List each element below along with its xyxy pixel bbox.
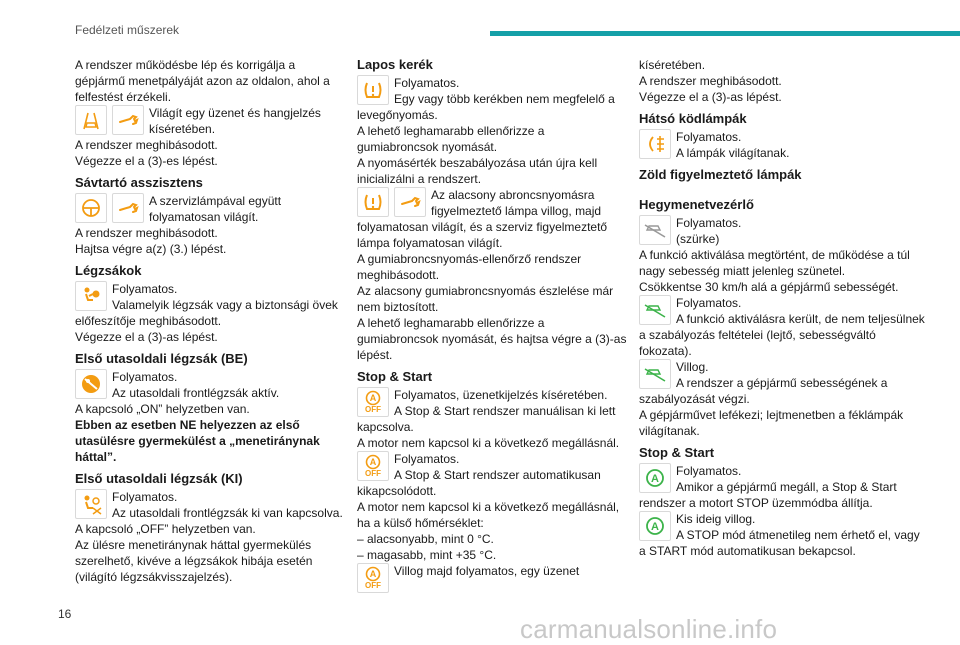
list-item: – magasabb, mint +35 °C. xyxy=(357,548,497,562)
paragraph: Az ülésre menetiránynak háttal gyermekülés szerelhető, kivéve a légzsákok hibája esetén (világító légzsákvisszajelzés). xyxy=(75,538,313,584)
column-3 xyxy=(639,57,929,559)
warning-row xyxy=(75,281,345,329)
paragraph: A rendszer meghibásodott. xyxy=(75,138,218,152)
warning-row xyxy=(357,187,627,251)
paragraph: Végezze el a (3)-as lépést. xyxy=(639,90,782,104)
list-item: – alacsonyabb, mint 0 °C. xyxy=(357,532,494,546)
auto-off-icon xyxy=(357,451,389,481)
warning-row xyxy=(357,387,627,435)
column-2 xyxy=(357,57,627,594)
paragraph: A motor nem kapcsol ki a következő megállásnál. xyxy=(357,436,620,450)
svg-text:A: A xyxy=(369,457,377,467)
row-text: Folyamatos. Valamelyik légzsák vagy a biztonsági övek előfeszítője meghibásodott. xyxy=(75,282,338,328)
paragraph: A funkció aktiválása megtörtént, de működése a túl nagy sebesség miatt jelenleg szünetel. xyxy=(639,248,910,278)
paragraph: A gumiabroncsnyomás-ellenőrző rendszer meghibásodott. xyxy=(357,252,582,282)
tyre-pressure-icon xyxy=(357,75,389,105)
paragraph: A rendszer működésbe lép és korrigálja a gépjármű menetpályáját azon az oldalon, ahol a felfestést érzékeli. xyxy=(75,58,330,104)
section-heading: Légzsákok xyxy=(75,263,142,278)
row-text: Villog majd folyamatos, egy üzenet xyxy=(394,564,580,578)
airbag-icon xyxy=(75,281,107,311)
watermark: carmanualsonline.info xyxy=(520,614,778,644)
row-text: Folyamatos. A lámpák világítanak. xyxy=(676,130,790,160)
row-text: Folyamatos. A funkció aktiválásra került, de nem teljesülnek a szabályozás feltételei (lejtő, sebességváltó fokozata). xyxy=(639,296,925,358)
section-heading: Zöld figyelmeztető lámpák xyxy=(639,167,802,182)
off-label: OFF xyxy=(365,405,381,414)
paragraph: A lehető leghamarabb ellenőrizze a gumiabroncsok nyomását, és hajtsa végre a (3)-as lépést. xyxy=(357,316,627,362)
section-heading: Stop & Start xyxy=(639,445,715,460)
auto-green-icon xyxy=(639,511,671,541)
auto-off-icon xyxy=(357,563,389,593)
section-heading: Sávtartó asszisztens xyxy=(75,175,203,190)
wrench-icon xyxy=(112,105,144,135)
warning-row xyxy=(639,463,929,511)
page-number: 16 xyxy=(58,607,72,621)
warning-row xyxy=(357,563,627,594)
paragraph: A nyomásérték beszabályozása után újra kell inicializálni a rendszert. xyxy=(357,156,598,186)
row-text: Villog. A rendszer a gépjármű sebességének a szabályozását végzi. xyxy=(639,360,888,406)
column-1 xyxy=(75,57,345,585)
passenger-airbag-off-icon xyxy=(75,489,107,519)
lane-departure-icon xyxy=(75,105,107,135)
warning-row xyxy=(357,75,627,123)
hill-descent-green-icon xyxy=(639,359,671,389)
warning-row xyxy=(75,105,345,137)
row-text: Folyamatos, üzenetkijelzés kíséretében. A Stop & Start rendszer manuálisan ki lett kapcsolva. xyxy=(357,388,616,434)
paragraph: A rendszer meghibásodott. xyxy=(75,226,218,240)
row-text: Kis ideig villog. A STOP mód átmenetileg nem érhető el, vagy a START mód automatikusan bekapcsol. xyxy=(639,512,920,558)
paragraph: Hajtsa végre a(z) (3.) lépést. xyxy=(75,242,227,256)
tyre-pressure-icon xyxy=(357,187,389,217)
row-text: Folyamatos. A Stop & Start rendszer automatikusan kikapcsolódott. xyxy=(357,452,601,498)
warning-row xyxy=(75,489,345,521)
page-header-bar xyxy=(490,31,960,36)
rear-fog-lamp-icon xyxy=(639,129,671,159)
row-text: Folyamatos. Egy vagy több kerékben nem megfelelő a levegőnyomás. xyxy=(357,76,615,122)
paragraph: A rendszer meghibásodott. xyxy=(639,74,782,88)
section-heading: Hátsó ködlámpák xyxy=(639,111,747,126)
warning-row xyxy=(639,215,929,247)
section-heading: Első utasoldali légzsák (BE) xyxy=(75,351,248,366)
paragraph: A lehető leghamarabb ellenőrizze a gumiabroncsok nyomását. xyxy=(357,124,545,154)
paragraph: Végezze el a (3)-as lépést. xyxy=(75,330,218,344)
paragraph: Csökkentse 30 km/h alá a gépjármű sebességét. xyxy=(639,280,899,294)
row-text: A szervizlámpával együtt folyamatosan világít. xyxy=(149,194,282,224)
row-text: Folyamatos. (szürke) xyxy=(676,216,742,246)
off-label: OFF xyxy=(365,581,381,590)
warning-row xyxy=(75,369,345,401)
paragraph: A kapcsoló „ON” helyzetben van. xyxy=(75,402,250,416)
warning-paragraph: Ebben az esetben NE helyezzen az első utasülésre gyermekülést a „menetiránynak háttal”. xyxy=(75,418,320,464)
row-text: Folyamatos. Amikor a gépjármű megáll, a Stop & Start rendszer a motort STOP üzemmódba állítja. xyxy=(639,464,897,510)
svg-text:A: A xyxy=(651,473,659,485)
section-heading: Hegymenetvezérlő xyxy=(639,197,754,212)
warning-row xyxy=(357,451,627,499)
paragraph: A kapcsoló „OFF” helyzetben van. xyxy=(75,522,256,536)
svg-text:A: A xyxy=(651,521,659,533)
svg-text:A: A xyxy=(369,393,377,403)
hill-descent-green-icon xyxy=(639,295,671,325)
paragraph: Végezze el a (3)-es lépést. xyxy=(75,154,218,168)
wrench-icon xyxy=(112,193,144,223)
hill-descent-grey-icon xyxy=(639,215,671,245)
paragraph: kíséretében. xyxy=(639,58,706,72)
warning-row xyxy=(639,129,929,161)
section-heading: Első utasoldali légzsák (KI) xyxy=(75,471,243,486)
row-text: Folyamatos. Az utasoldali frontlégzsák ki van kapcsolva. xyxy=(112,490,343,520)
row-text: Az alacsony abroncsnyomásra figyelmeztető lámpa villog, majd folyamatosan világít, és a szerviz figyelmeztető lámpa folyamatosan világít. xyxy=(357,188,608,250)
section-heading: Lapos kerék xyxy=(357,57,433,72)
warning-row xyxy=(75,193,345,225)
warning-row xyxy=(639,295,929,359)
row-text: Világít egy üzenet és hangjelzés kíséretében. xyxy=(149,106,321,136)
auto-off-icon xyxy=(357,387,389,417)
paragraph: A motor nem kapcsol ki a következő megállásnál, ha a külső hőmérséklet: xyxy=(357,500,620,530)
auto-green-icon xyxy=(639,463,671,493)
row-text: Folyamatos. Az utasoldali frontlégzsák aktív. xyxy=(112,370,280,400)
warning-row xyxy=(639,511,929,559)
warning-row xyxy=(639,359,929,407)
steering-wheel-icon xyxy=(75,193,107,223)
wrench-icon xyxy=(394,187,426,217)
section-heading: Stop & Start xyxy=(357,369,433,384)
paragraph: Az alacsony gumiabroncsnyomás észlelése már nem biztosított. xyxy=(357,284,614,314)
off-label: OFF xyxy=(365,469,381,478)
page-header-title: Fedélzeti műszerek xyxy=(75,23,180,37)
passenger-airbag-on-icon xyxy=(75,369,107,399)
svg-text:A: A xyxy=(369,569,377,579)
paragraph: A gépjárművet lefékezi; lejtmenetben a féklámpák világítanak. xyxy=(639,408,904,438)
